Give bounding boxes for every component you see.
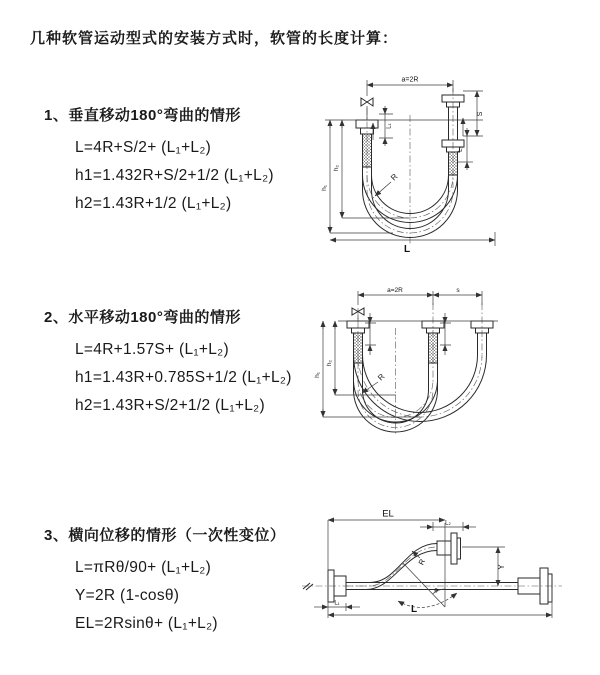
section-horizontal-movement [44,306,292,420]
label-a2r: a=2R [401,76,419,84]
valve-icon [361,98,373,106]
diagram-horizontal-180-bend [310,283,600,450]
formula-length: L=4R+1.57S+ (L₁+L₂) [75,341,229,358]
label-l2: L₂ [458,146,464,152]
formula-length: L=4R+S/2+ (L₁+L₂) [75,139,212,156]
angle-construction-line [403,563,445,607]
diagram-lateral-displacement [300,500,600,655]
hose-assembly [303,533,552,604]
label-s: s [456,287,460,294]
flange-cap [548,574,552,602]
formula-h1: h1=1.432R+S/2+1/2 (L₁+L₂) [75,167,274,184]
braided-hose-section [429,333,438,363]
diagram-vertical-180-bend [315,70,600,265]
braided-hose-section [363,134,372,167]
centerlines [302,547,562,586]
formula-el: EL=2Rsinθ+ (L₁+L₂) [75,615,218,632]
label-theta: θ [434,587,438,595]
label-h2: h₂ [326,359,333,367]
page-title: 几种软管运动型式的安装方式时，软管的长度计算： [30,30,399,47]
label-l1: L₁ [334,600,340,607]
section-lateral-displacement [44,524,285,638]
label-l1: L₁ [386,123,393,129]
formula-length: L=πRθ/90+ (L₁+L₂) [75,559,212,576]
u-bend-arc [372,175,449,213]
section-3-heading: 3、横向位移的情形（一次性变位） [44,527,286,544]
label-s: S [477,111,484,117]
section-2-heading: 2、水平移动180°弯曲的情形 [44,309,241,326]
u-bend-arc [363,355,478,412]
label-r: R [416,557,427,567]
formula-h2: h2=1.43R+1/2 (L₁+L₂) [75,195,232,212]
centerlines [367,88,453,245]
formula-y: Y=2R (1-cosθ) [75,587,180,604]
label-l: L [410,604,418,615]
label-y: Y [497,564,506,570]
hose-curve [346,551,437,590]
label-r: R [376,372,387,383]
label-h2: h₂ [333,164,340,172]
formula-h2: h2=1.43R+S/2+1/2 (L₁+L₂) [75,397,265,414]
label-a2r: a=2R [387,287,403,294]
label-l: L [403,244,411,255]
flange-cap [457,538,461,559]
label-h1: h₁ [321,185,328,191]
formula-h1: h1=1.43R+0.785S+1/2 (L₁+L₂) [75,369,292,386]
label-r: R [389,172,400,183]
braided-hose-section [449,152,458,175]
dimensions [314,287,498,417]
label-l2: L₂ [445,520,451,527]
pipe-break-mark [303,583,313,590]
label-h1: h₁ [314,372,321,378]
hose-assembly [347,308,493,432]
dimensions [314,509,552,619]
section-1-heading: 1、垂直移动180°弯曲的情形 [44,107,241,124]
centerlines [358,303,482,435]
flange [451,533,457,564]
swing-arc [398,593,457,607]
braided-hose-section [354,333,363,363]
flange-hub [437,541,451,555]
label-el: EL [382,508,394,520]
section-vertical-movement [44,104,274,218]
